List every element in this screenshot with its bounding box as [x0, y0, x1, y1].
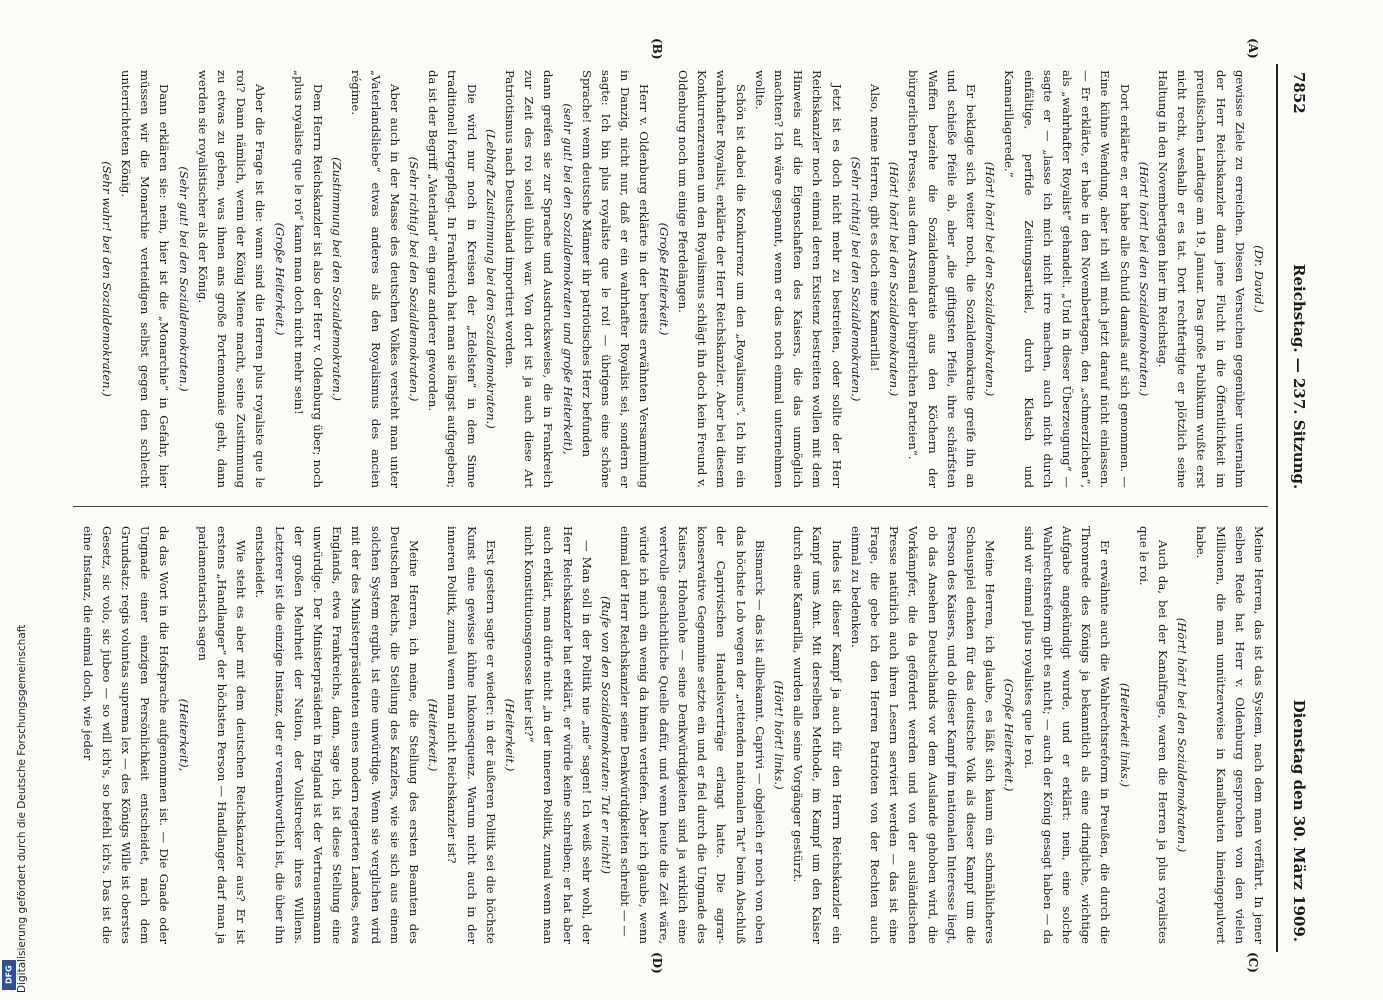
right-column — [73, 526, 1268, 944]
stage-direction: (Dr. David.) — [1252, 245, 1266, 313]
paragraph: Herr v. Oldenburg erklärte in der bereits erwähnten Versammlung in Danzig, nicht nur, daß er ein wahrhafter Royalist sei, sondern er sagte: Ich bin plus royaliste que le roi! — übrigens eine schöne Sprache! wenn deutsche Männer ihr patriotisches Herz befunden — [579, 70, 652, 488]
stage-direction: (sehr gut! bei den Sozialdemokraten und große Heiterkeit), — [560, 103, 575, 455]
header-rule — [1276, 64, 1278, 952]
paragraph: Er erwähnte auch die Wahlrechtsreform in Preußen, die durch die Thronrede des Königs ja bekanntlich als eine dringliche, wichtige Aufgabe angekündigt wurde, und er erklärt: nein, eine solche Wahlrechtsreform gibt es nicht; — auch der König gesagt haben — da sind wir einmal plus royalistes que le roi. — [1021, 526, 1113, 944]
stage-direction: (Hört! hört! bei den Sozialdemokraten.) — [983, 161, 998, 397]
paragraph: — Man soll in der Politik nie „nie“ sagen! Ich weiß sehr wohl, der Herr Reichskanzler hat erklärt, er würde keine schreiben; er hat aber auch erklärt, man dürfe nicht „in der inneren Politik, zumal wenn man nicht Konstitutionsgenosse hier ist?“ — [522, 526, 594, 944]
stage-direction: (Sehr richtig! bei den Sozialdemokraten.) — [407, 156, 422, 402]
margin-marker-a: (A) — [1246, 38, 1260, 59]
paragraph: Meine Herren, ich meine, die Stellung des ersten Beamten des Deutschen Reichs, die Stellung des Kanzlers, wie sie sich aus einem solchen System ergibt, ist eine unwürdige. Wenn sie verglichen wird mit der des Ministerpräsidenten eines modern regierten Landes, etwa Englands, etwa Frankreichs, dann, sage ich, ist diese Stellung eine unwürdige. Der Ministerpräsident in England ist der Vertrauensmann der großen Mehrheit der Nation, der Vollstrecker ihres Willens. Letzterer ist die einzige Instanz, der er verantwortlich ist, die über ihn entscheidet. — [253, 526, 422, 944]
paragraph: Dort erklärte er, er habe alle Schuld damals auf sich genommen. — Eine kühne Wendung, aber ich will mich jetzt darauf nicht einlassen. — Er erklärte, er habe in den Novembertagen, den „schmerzlichen“, als „wahrhafter Royalist“ gehandelt. „Und in dieser Überzeugung“ — sagte er — „lasse ich mich nicht irre machen, auch nicht durch einfältige, perfide Zeitungsartikel, durch Klatsch und Kamarillagerede.“ — [1002, 70, 1132, 488]
stage-direction: (Heiterkeit.) — [426, 698, 441, 772]
digitization-credit-text: Digitalisierung gefördert durch die Deutsche Forschungsgemeinschaft — [16, 624, 28, 993]
stage-direction: (Große Heiterkeit.) — [656, 222, 671, 336]
stage-direction: (Sehr gut! bei den Sozialdemokraten.) — [176, 166, 191, 392]
paragraph: dann greifen sie zur Sprache und Ausdrucksweise, die in Frankreich zur Zeit des roi soleil üblich war. Von dort ist ja auch diese Art Patriotismus nach Deutschland importiert worden. — [503, 70, 556, 488]
paragraph: Aber auch in der Masse des deutschen Volkes versteht man unter „Vaterlandsliebe“ etwas anderes als den Royalismus des ancien régime. — [349, 70, 402, 488]
paragraph: Dem Herrn Reichskanzler ist also der Herr v. Oldenburg über; noch „plus royaliste que le roi“ kann man doch nicht mehr sein! — [291, 70, 326, 488]
stage-direction: (Hört! hört! bei den Sozialdemokraten.) — [1175, 617, 1190, 853]
paragraph: Erst gestern sagte er wieder: in der äußeren Politik sei die höchste Kunst eine gewisse kühne Inkonsequenz. Warum nicht auch in der inneren Politik, zumal wenn man nicht Reichskanzler ist? — [445, 526, 498, 944]
paragraph: Indes ist dieser Kampf ja auch für den Herrn Reichskanzler ein Kampf ums Amt. Mit derselben Methode, im Kampf um den Kaiser durch eine Kamarilla, wurden alle seine Vorgänger gestürzt. — [791, 526, 844, 944]
digitization-credit — [2, 607, 28, 993]
paragraph: gewisse Ziele zu erreichen. Diesen Versuchen gegenüber unternahm der Herr Reichskanzler dann jene Flucht in die Öffentlichkeit im preußischen Landtage am 19. Januar. Das große Publikum wußte erst nicht recht, weshalb er es tat. Dort rechtfertigte er plötzlich seine Haltung in den Novembertagen hier im Reichstag. — [1155, 70, 1247, 488]
paragraph: Also, meine Herren, gibt es doch eine Kamarilla! — [867, 84, 882, 372]
page-title: Reichstag. — 237. Sitzung. — [1290, 264, 1308, 490]
paragraph: Jetzt ist es doch nicht mehr zu bestreiten, oder sollte der Herr Reichskanzler noch einmal deren Existenz bestreiten wollen mit dem Hinweis auf die Eigenschaften des Kaisers, die das unmöglich machten? Ich wäre gespannt, wenn er das noch einmal unternehmen wollte. — [752, 70, 844, 488]
column-divider — [73, 506, 1268, 507]
paragraph: da das Wort in die Hofsprache aufgenommen ist. — Die Gnade oder Ungnade einer einzigen Persönlichkeit entscheidet, nach dem Grundsatz: regis voluntas suprema lex — des Königs Wille ist oberstes Gesetz, sic volo, sic jubeo — so will ich's, so befehl ich's. Das ist die eine Instanz, die einmal doch, wie jeder — [80, 526, 172, 944]
stage-direction: (Heiterkeit.) — [503, 698, 518, 772]
margin-marker-d: (D) — [650, 952, 664, 974]
page-header — [1278, 64, 1312, 952]
paragraph: Meine Herren, das ist das System, nach dem man verfährt. In jener selben Rede hat Herr v. Oldenburg gesprochen von den vielen Millionen, die man unnützerweise in Kanalbauten hineingepulvert habe. — [1194, 526, 1266, 944]
paragraph: Dann erklären sie: nein, hier ist die „Monarchie“ in Gefahr, hier müssen wir die Monarchie verteidigen selbst gegen den schlecht unterrichteten König. — [119, 70, 172, 488]
margin-marker-c: (C) — [1246, 952, 1260, 973]
stage-direction: (Zustimmung bei den Sozialdemokraten.) — [330, 157, 345, 401]
stage-direction: (Hört! hört! bei den Sozialdemokraten.) — [1136, 161, 1151, 397]
page-number: 7852 — [1290, 72, 1308, 114]
paragraph: Auch da, bei der Kanalfrage, waren die Herren ja plus royalistes que le roi. — [1136, 526, 1170, 944]
stage-direction: (Hört! hört! links.) — [771, 680, 786, 790]
stage-direction: (Hört! hört! bei den Sozialdemokraten.) — [887, 161, 902, 397]
margin-marker-b: (B) — [650, 38, 664, 60]
paragraph: Wie steht es aber mit dem deutschen Reichskanzler aus? Er ist erstens „Handlanger“ der höchsten Person — Handlanger darf man ja parlamentarisch sagen — [195, 526, 249, 944]
stage-direction: (Sehr wahr! bei den Sozialdemokraten.) — [99, 161, 114, 397]
paragraph: Aber die Frage ist die: wann sind die Herren plus royaliste que le roi? Dann nämlich, wenn der König Miene macht, seine Zustimmung zu etwas zu geben, was ihnen ans große Portemonnaie geht, dann werden sie royalistischer als der König. — [195, 70, 268, 488]
paragraph: Die wird nur noch in Kreisen der „Edelsten“ in dem Sinne traditionell fortgepflegt. In Frankreich hat man sie längst aufgegeben; da ist der Begriff „Vaterland“ ein ganz anderer geworden. — [426, 70, 479, 488]
dfg-logo-icon: DFG — [2, 960, 16, 990]
left-column — [73, 70, 1268, 488]
paragraph: Meine Herren, ich glaube, es läßt sich kaum ein schmählicheres Schauspiel denken für das deutsche Volk als dieser Kampf um die Person des Kaisers, und ob dieser Kampf im nationalen Interesse liegt, ob das Ansehen Deutschlands vor dem Auslande gehoben wird, die Vorkämpfer, die da gefördert werden und von der ausländischen Presse natürlich auch ihren Lesern serviert werden — das ist eine Frage, die gebe ich den Herren Patrioten von der Rechten auch einmal zu bedenken. — [848, 526, 998, 944]
stage-direction: (Rufe von den Sozialdemokraten: Tut er nicht!) — [599, 596, 614, 874]
paragraph: Bismarck — das ist allbekannt. Caprivi — obgleich er noch von oben das höchste Lob wegen der „rettenden nationalen Tat“ beim Abschluß der Caprivischen Handelsverträge erlangt hatte. Die agrar-konservative Gegenmine setzte ein und er fiel durch die Ungnade des Kaisers. Hohenlohe — seine Denkwürdigkeiten sind ja wirklich eine wertvolle geschichtliche Quelle dafür, und wenn heute die Zeit wäre, würde ich mich ein wenig da hinein vertiefen. Aber ich glaube, wenn einmal der Herr Reichskanzler seine Denkwürdigkeiten schreibt — — — [618, 526, 767, 944]
stage-direction: (Heiterkeit), — [176, 698, 191, 772]
stage-direction: (Sehr richtig! bei den Sozialdemokraten.) — [848, 156, 863, 402]
session-date: Dienstag den 30. März 1909. — [1290, 699, 1308, 942]
stage-direction: (Große Heiterkeit.) — [272, 222, 287, 336]
stage-direction: (Lebhafte Zustimmung bei den Sozialdemokraten.) — [483, 129, 498, 429]
paragraph: Er beklagte sich weiter noch, die Sozialdemokratie greife ihn an und schieße Pfeile ab, aber „die giftigsten Pfeile, ihre schärfsten Waffen beziehe die Sozialdemokratie aus den Köchern der bürgerlichen Presse, aus dem Arsenal der bürgerlichen Parteien“. — [906, 70, 978, 488]
rotated-document — [67, 38, 1312, 974]
stage-direction: (Heiterkeit links.) — [1117, 682, 1132, 788]
stage-direction: (Große Heiterkeit.) — [1002, 678, 1017, 792]
paragraph: Schön ist dabei die Konkurrenz um den „Royalismus“. Ich bin ein wahrhafter Royalist, erklärte der Herr Reichskanzler. Aber bei diesem Konkurrenzrennen um den Royalismus schlägt ihn doch kein Freund v. Oldenburg noch um einige Pferdelängen. — [675, 70, 748, 488]
